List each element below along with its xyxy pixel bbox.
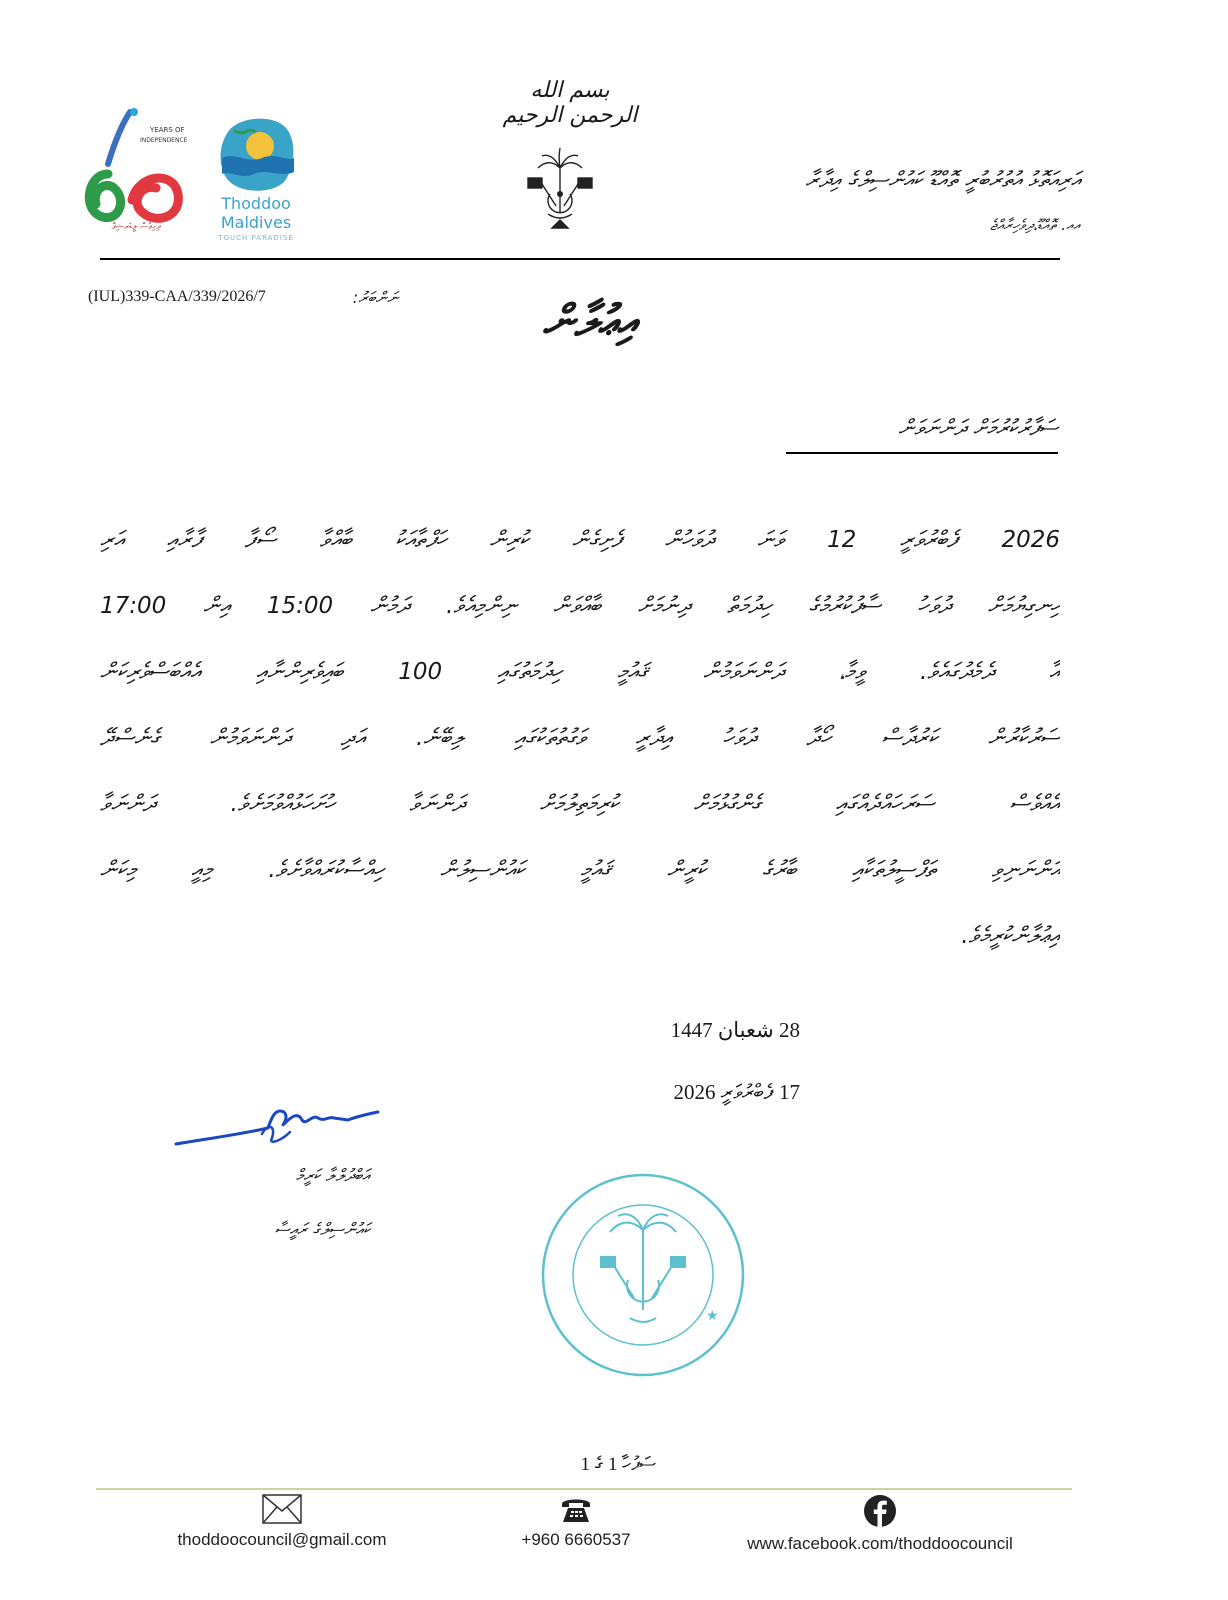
date-gregorian: 17 ފެބްރުވަރީ 2026 <box>673 1080 800 1104</box>
phone-icon <box>560 1494 592 1524</box>
body-line: އަންނަނިވި ތަފްސީލުތަކާއި ބާރުގެ ކުރީން ޤައުމީ ކައުންސިލުން ހިއްސާކުރައްވާށެވެ. މިއީ މިކަން <box>100 857 1060 883</box>
footer-email[interactable] <box>132 1494 432 1584</box>
council-name: އަރިއަތޮޅު އުތުރުބުރީ ތޮއްޑޫ ކައުންސިލްގެ އިދާރާ <box>805 168 1080 193</box>
council-address: އއ. ތޮއްޑޫ،ދިވެހިރާއްޖެ <box>990 216 1080 234</box>
footer-divider <box>96 1488 1072 1490</box>
official-stamp <box>538 1170 748 1380</box>
reference-label: ނަންބަރު: <box>352 288 398 307</box>
svg-text:YEARS OF: YEARS OF <box>150 126 185 134</box>
header-divider <box>100 258 1060 260</box>
subject-heading: ސަފާރުކުރުމަށް ދަންނަވަން <box>898 416 1058 441</box>
body-line: ސަރުކާރުން ކަރުދާސް ހޯދާ ދުވަހު އިދާރީ ވަގުތުތަކުގައި ލިބޭނެ. އަދި ދަންނަވަމުން ގެނެސްދޭ <box>100 725 1060 751</box>
signature <box>172 1098 382 1156</box>
thoddoo-name-line2: Maldives <box>220 213 292 232</box>
logo-thoddoo <box>214 112 298 196</box>
body-text <box>100 520 1060 982</box>
document-title: އިޢުލާން <box>542 296 638 347</box>
footer-email-text[interactable]: thoddoocouncil@gmail.com <box>177 1530 387 1549</box>
page-number: ސަފުހާ 1 ގެ 1 <box>580 1454 656 1475</box>
emblem-icon <box>522 148 598 232</box>
signer-title: ކައުންސިލްގެ ރައީސާ <box>274 1220 370 1240</box>
subject-underline <box>786 452 1058 454</box>
date-hijri: 28 شعبان 1447 <box>670 1018 800 1042</box>
thoddoo-name-line1: Thoddoo <box>221 194 291 213</box>
body-line: އިޢުލާންކުރީމެވެ. <box>961 923 1060 949</box>
footer-phone-text[interactable]: +960 6660537 <box>521 1530 631 1549</box>
footer-facebook[interactable] <box>730 1494 1030 1584</box>
footer-phone[interactable] <box>426 1494 726 1584</box>
thoddoo-logo-name <box>206 194 306 232</box>
svg-text:INDEPENDENCE: INDEPENDENCE <box>140 137 188 144</box>
body-line: ހިނގިޔުމަށް ދުވަހު ސާފުކުރުމުގެ ހިދުމަތް ދިނުމަށް ބާއްވަން ނިންމިއެވެ. ދަމުން 15:00 އިން 17:00 <box>100 593 1060 619</box>
signer-name: އަބްދުލްލާ ކަރީމް <box>295 1166 370 1186</box>
logo-60-years <box>78 104 188 236</box>
logo-60-caption: ދިހިވެސް ލީޑަރޝިޕް <box>111 222 161 232</box>
reference-number: (IUL)339-CAA/339/2026/7 <box>88 288 266 305</box>
mail-icon <box>262 1494 302 1524</box>
thoddoo-tagline: TOUCH PARADISE <box>218 234 294 242</box>
body-line: އެއްވެސް ސަރަހައްދެއްގައި ގެންގުޅުމަށް ކުރިމަތިލުމަށް ދަންނަވާ ހުށަހަޅުއްވުމަށެވެ. ދަންނަވާ <box>100 791 1060 817</box>
body-line: 2026 ފެބްރުވަރީ 12 ވަނަ ދުވަހުން ފެށިގެން ކުރިން ހަފްތާއަކު ބާއްވާ ސޯފާ ފާރާއި އަރި <box>100 527 1060 553</box>
body-line: އާ ދެމެދުގައެވެ. ވީމާ، ދަންނަވަމުން ޤައުމީ ހިދުމަތުގައި 100 ބައިވެރިންނާއި އެއްބަސްވެރިކަން <box>100 659 1060 685</box>
svg-text:★: ★ <box>706 1308 719 1324</box>
facebook-icon <box>863 1494 897 1528</box>
footer-facebook-text[interactable]: www.facebook.com/thoddoocouncil <box>747 1534 1013 1553</box>
bismillah: بسم الله الرحمن الرحيم <box>502 78 638 128</box>
